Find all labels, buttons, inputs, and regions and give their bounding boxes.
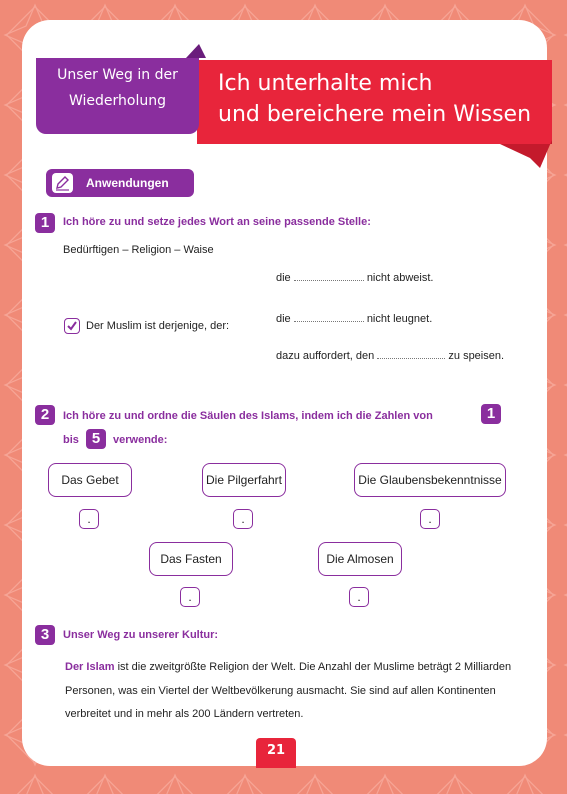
pencil-icon <box>52 173 73 193</box>
fill-line-2 <box>276 313 432 325</box>
paragraph-text: ist die zweitgrößte Religion der Welt. Die Anzahl der Muslime beträgt 2 Milliarden Personen, was ein Viertel der Weltbevölkerung ausmacht. Sie sind auf allen Kontinenten verbreitet und in mehr als 200 Ländern vertreten. <box>65 661 512 720</box>
line-1-suffix: nicht abweist. <box>366 272 434 284</box>
series-line-2: Wiederholung <box>68 93 166 109</box>
exercise-2-instruction-c: verwende: <box>113 434 168 446</box>
checkbox-icon <box>64 318 80 334</box>
line-3-suffix: zu speisen. <box>448 350 505 362</box>
page-title <box>218 68 548 130</box>
exercise-3-number: 3 <box>35 625 55 645</box>
word-bank: Bedürftigen – Religion – Waise <box>63 244 214 256</box>
pillar-card-glaubensbekenntnisse: Die Glaubensbekenntnisse <box>354 463 506 497</box>
exercise-1-number: 1 <box>35 213 55 233</box>
exercise-2-instruction-a: Ich höre zu und ordne die Säulen des Islams, indem ich die Zahlen von <box>63 410 433 422</box>
fill-line-3 <box>276 350 504 362</box>
range-end-number: 5 <box>86 429 106 449</box>
answer-box-fasten[interactable]: . <box>180 587 200 607</box>
line-1-prefix: die <box>276 272 291 284</box>
page-number: 21 <box>256 738 296 768</box>
exercise-3-heading: Unser Weg zu unserer Kultur: <box>63 629 219 641</box>
blank-1[interactable] <box>294 272 364 281</box>
exercise-3-paragraph <box>65 656 525 727</box>
section-label: Anwendungen <box>86 176 169 190</box>
blank-2[interactable] <box>294 313 364 322</box>
series-label <box>36 62 199 114</box>
answer-box-glaubensbekenntnisse[interactable]: . <box>420 509 440 529</box>
blank-3[interactable] <box>377 350 445 359</box>
line-3-prefix: dazu auffordert, den <box>276 350 375 362</box>
exercise-2-number: 2 <box>35 405 55 425</box>
highlight-term: Der Islam <box>65 661 115 673</box>
title-line-2: und bereichere mein Wissen <box>218 102 532 127</box>
title-line-1: Ich unterhalte mich <box>218 71 433 96</box>
line-2-prefix: die <box>276 313 291 325</box>
pillar-card-gebet: Das Gebet <box>48 463 132 497</box>
range-start-number: 1 <box>481 404 501 424</box>
answer-box-gebet[interactable]: . <box>79 509 99 529</box>
pillar-card-almosen: Die Almosen <box>318 542 402 576</box>
line-2-suffix: nicht leugnet. <box>366 313 433 325</box>
answer-box-almosen[interactable]: . <box>349 587 369 607</box>
fill-line-1 <box>276 272 433 284</box>
answer-box-pilgerfahrt[interactable]: . <box>233 509 253 529</box>
banner-ribbon <box>500 140 552 170</box>
exercise-2-instruction-b: bis <box>63 434 79 446</box>
series-line-1: Unser Weg in der <box>57 67 178 83</box>
pillar-card-fasten: Das Fasten <box>149 542 233 576</box>
exercise-1-instruction: Ich höre zu und setze jedes Wort an seine passende Stelle: <box>63 216 371 228</box>
exercise-1-stem: Der Muslim ist derjenige, der: <box>86 320 230 332</box>
pillar-card-pilgerfahrt: Die Pilgerfahrt <box>202 463 286 497</box>
